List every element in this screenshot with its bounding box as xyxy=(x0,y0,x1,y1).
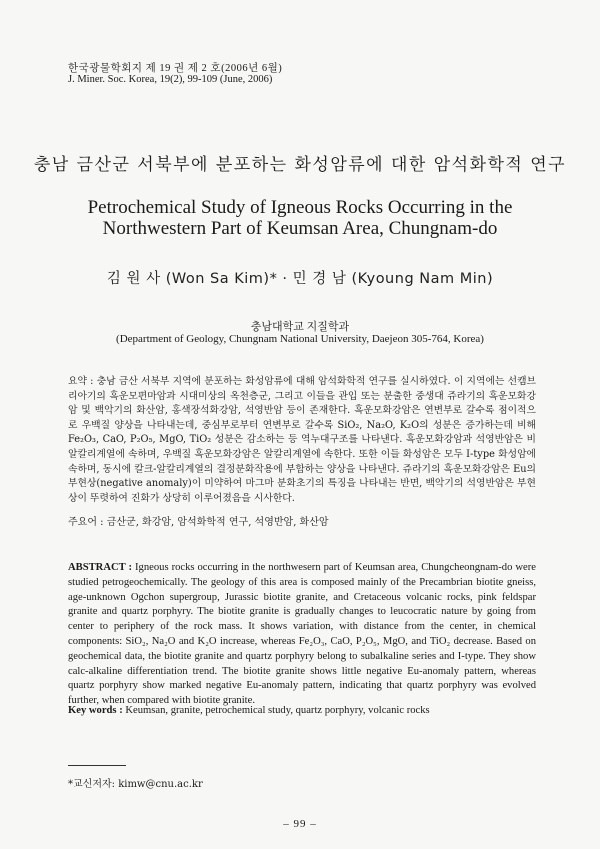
corresponding-author-footnote: *교신저자: kimw@cnu.ac.kr xyxy=(68,779,203,790)
abstract-english xyxy=(68,561,536,709)
abstract-korean-label: 요약 : xyxy=(68,376,94,387)
abstract-korean-text: 충남 금산 서북부 지역에 분포하는 화성암류에 대해 암석화학적 연구를 실시하였다. 이 지역에는 선캠브리아기의 흑운모편마암과 시대미상의 옥천층군, 그리고 이들을 관입 또는 분출한 중생대 쥬라기의 흑운모화강암 및 백악기의 화산암, 홍색장석화강암, 석영반암 등이 존재한다. 흑운모화강암은 연변부로 갈수록 점이적으로 우백질 양상을 나타내는데, 중심부로부터 연변부로 갈수록 SiO₂, Na₂O, K₂O의 성분은 증가하는데 비해 Fe₂O₃, CaO, P₂O₅, MgO, TiO₂ 성분은 감소하는 등 역누대구조를 나타낸다. 흑운모화강암과 석영반암은 비알칼리계열에 속하며, 우백질 흑운모화강암은 알칼리계열에 속한다. 또한 이들 화성암은 모두 I-type 화성암에 속하며, 동시에 칼크-알칼리계열의 결정분화작용에 부합하는 양상을 나타낸다. 쥬라기의 흑운모화강암은 Eu의 부현상(negative anomaly)이 미약하여 마그마 분화초기의 특징을 나타내는 반면, 백악기의 석영반암은 부현상이 뚜렷하여 진화가 상당히 이루어졌음을 시사한다. xyxy=(68,376,537,504)
keywords-english-label: Key words : xyxy=(68,705,123,716)
keywords-english-text: Keumsan, granite, petrochemical study, quartz porphyry, volcanic rocks xyxy=(125,705,430,716)
keywords-english xyxy=(68,704,536,719)
abstract-english-label: ABSTRACT : xyxy=(68,562,133,573)
keywords-korean-text: 금산군, 화강암, 암석화학적 연구, 석영반암, 화산암 xyxy=(106,517,329,528)
title-english-line-1: Petrochemical Study of Igneous Rocks Occurring in the xyxy=(87,197,513,218)
title-korean: 충남 금산군 서북부에 분포하는 화성암류에 대한 암석화학적 연구 xyxy=(33,155,567,175)
page-number: – 99 – xyxy=(283,818,317,830)
journal-citation-english: J. Miner. Soc. Korea, 19(2), 99-109 (June, 2006) xyxy=(68,74,273,85)
journal-citation-korean: 한국광물학회지 제 19 권 제 2 호(2006년 6월) xyxy=(68,63,283,74)
affiliation-english: (Department of Geology, Chungnam National University, Daejeon 305-764, Korea) xyxy=(116,333,484,345)
affiliation-korean: 충남대학교 지질학과 xyxy=(250,321,350,333)
abstract-korean xyxy=(68,375,536,506)
keywords-korean-label: 주요어 : xyxy=(68,517,104,528)
footnote-divider xyxy=(68,765,126,766)
keywords-korean xyxy=(68,516,536,531)
title-english-line-2: Northwestern Part of Keumsan Area, Chungnam-do xyxy=(102,218,498,239)
authors: 김 원 사 (Won Sa Kim)* · 민 경 남 (Kyoung Nam Min) xyxy=(106,271,494,287)
abstract-english-text: Igneous rocks occurring in the northwesern part of Keumsan area, Chungcheongnam-do were studied petrogeochemically. The geology of this area is composed mainly of the Precambrian biotite gneiss, age-unknown Ogchon supergroup, Jurassic biotite granite, and Cretaceous volcanic rocks, pink feldspar granite and quartz porphyry. The biotite granite is gradually changes to leucocratic nature by going from center to periphery of the rock mass. It shows variation, with distance from the center, in chemical components: SiO₂, Na₂O and K₂O increase, whereas Fe₂O₃, CaO, P₂O₅, MgO, and TiO₂ decrease. Based on geochemical data, the biotite granite and quartz porphyry belong to subalkaline series and I-type. They show calc-alkaline differentiation trend. The biotite granite shows little negative Eu-anomaly pattern, whereas quartz porphyry show marked negative Eu-anomaly pattern, indicating that quartz porphyry was evolved further, when compared with biotite granite. xyxy=(68,562,536,707)
